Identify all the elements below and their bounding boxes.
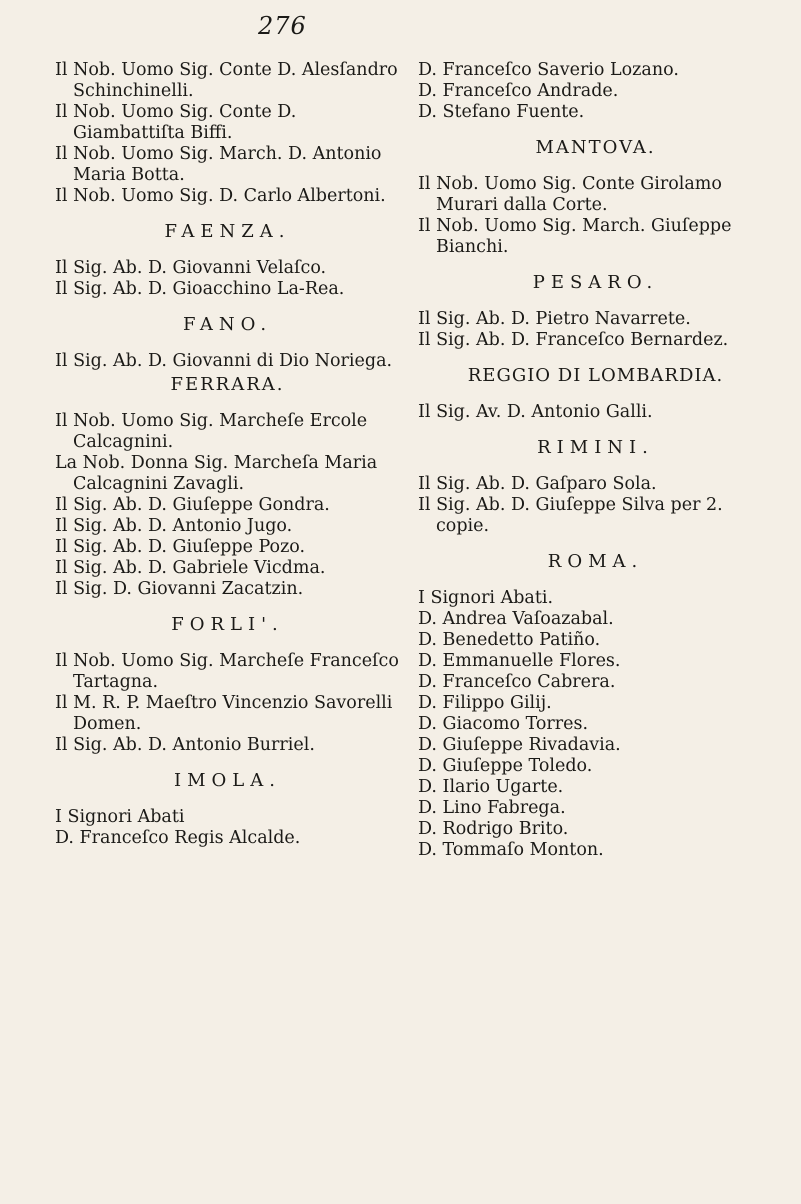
list-item: Il Sig. Ab. D. Giovanni Velaſco. [55,258,327,278]
list-item: Il Sig. Ab. D. Antonio Jugo. [55,516,293,536]
list-item: Il Sig. Ab. D. Franceſco Bernardez. [418,330,729,350]
list-item: Il Sig. Ab. D. Giuſeppe Silva per 2. copie. [418,495,723,536]
list-item: Il Sig. Av. D. Antonio Galli. [418,402,653,422]
city-heading-roma: ROMA. [547,551,644,572]
list-item: D. Ilario Ugarte. [418,777,564,797]
list-item: I Signori Abati. [418,588,554,608]
list-item: Il M. R. P. Maeſtro Vincenzio Savorelli Domen. [55,693,393,734]
list-item: Il Sig. Ab. D. Gaſparo Sola. [418,474,657,494]
list-item: D. Franceſco Andrade. [418,81,619,101]
list-item: D. Franceſco Regis Alcalde. [55,828,301,848]
left-column [55,60,400,849]
list-item: Il Nob. Uomo Sig. Conte D. Alesſandro Schinchinelli. [55,60,398,101]
list-item: Il Nob. Uomo Sig. Marcheſe Ercole Calcagnini. [55,411,368,452]
list-item: Il Nob. Uomo Sig. March. Giuſeppe Bianchi. [418,216,732,257]
city-heading-mantova: MANTOVA. [535,137,656,158]
city-heading-reggio: REGGIO DI LOMBARDIA. [467,365,724,386]
list-item: D. Giacomo Torres. [418,714,589,734]
city-heading-imola: IMOLA. [174,770,281,791]
list-item: D. Andrea Vaſoazabal. [418,609,614,629]
list-item: Il Sig. Ab. D. Giovanni di Dio Noriega. [55,351,393,371]
list-item: La Nob. Donna Sig. Marcheſa Maria Calcagnini Zavagli. [55,453,378,494]
list-item: D. Rodrigo Brito. [418,819,569,839]
list-item: D. Benedetto Patiño. [418,630,601,650]
city-heading-forli: FORLI'. [171,614,284,635]
list-item: Il Nob. Uomo Sig. D. Carlo Albertoni. [55,186,386,206]
list-item: I Signori Abati [55,807,185,827]
list-item: Il Nob. Uomo Sig. March. D. Antonio Maria Botta. [55,144,382,185]
city-heading-faenza: FAENZA. [164,221,291,242]
list-item: Il Sig. Ab. D. Giuſeppe Gondra. [55,495,330,515]
list-item: Il Sig. Ab. D. Gabriele Vicdma. [55,558,326,578]
city-heading-pesaro: PESARO. [532,272,659,293]
list-item: D. Lino Fabrega. [418,798,566,818]
list-item: D. Stefano Fuente. [418,102,585,122]
list-item: D. Tommaſo Monton. [418,840,604,860]
list-item: Il Nob. Uomo Sig. Conte D. Giambattiſta Biffi. [55,102,297,143]
city-heading-ferrara: FERRARA. [170,374,285,395]
list-item: D. Filippo Gilij. [418,693,552,713]
list-item: Il Sig. Ab. D. Gioacchino La-Rea. [55,279,345,299]
list-item: Il Sig. Ab. D. Giuſeppe Pozo. [55,537,306,557]
list-item: D. Emmanuelle Flores. [418,651,621,671]
list-item: Il Sig. Ab. D. Pietro Navarrete. [418,309,691,329]
list-item: D. Giuſeppe Rivadavia. [418,735,621,755]
list-item: Il Sig. Ab. D. Antonio Burriel. [55,735,315,755]
list-item: Il Nob. Uomo Sig. Marcheſe Franceſco Tartagna. [55,651,399,692]
list-item: D. Giuſeppe Toledo. [418,756,593,776]
right-column [418,60,773,861]
list-item: Il Nob. Uomo Sig. Conte Girolamo Murari dalla Corte. [418,174,722,215]
city-heading-rimini: RIMINI. [537,437,654,458]
page-number: 276 [258,12,307,40]
list-item: Il Sig. D. Giovanni Zacatzin. [55,579,304,599]
list-item: D. Franceſco Saverio Lozano. [418,60,679,80]
city-heading-fano: FANO. [182,314,273,335]
list-item: D. Franceſco Cabrera. [418,672,616,692]
